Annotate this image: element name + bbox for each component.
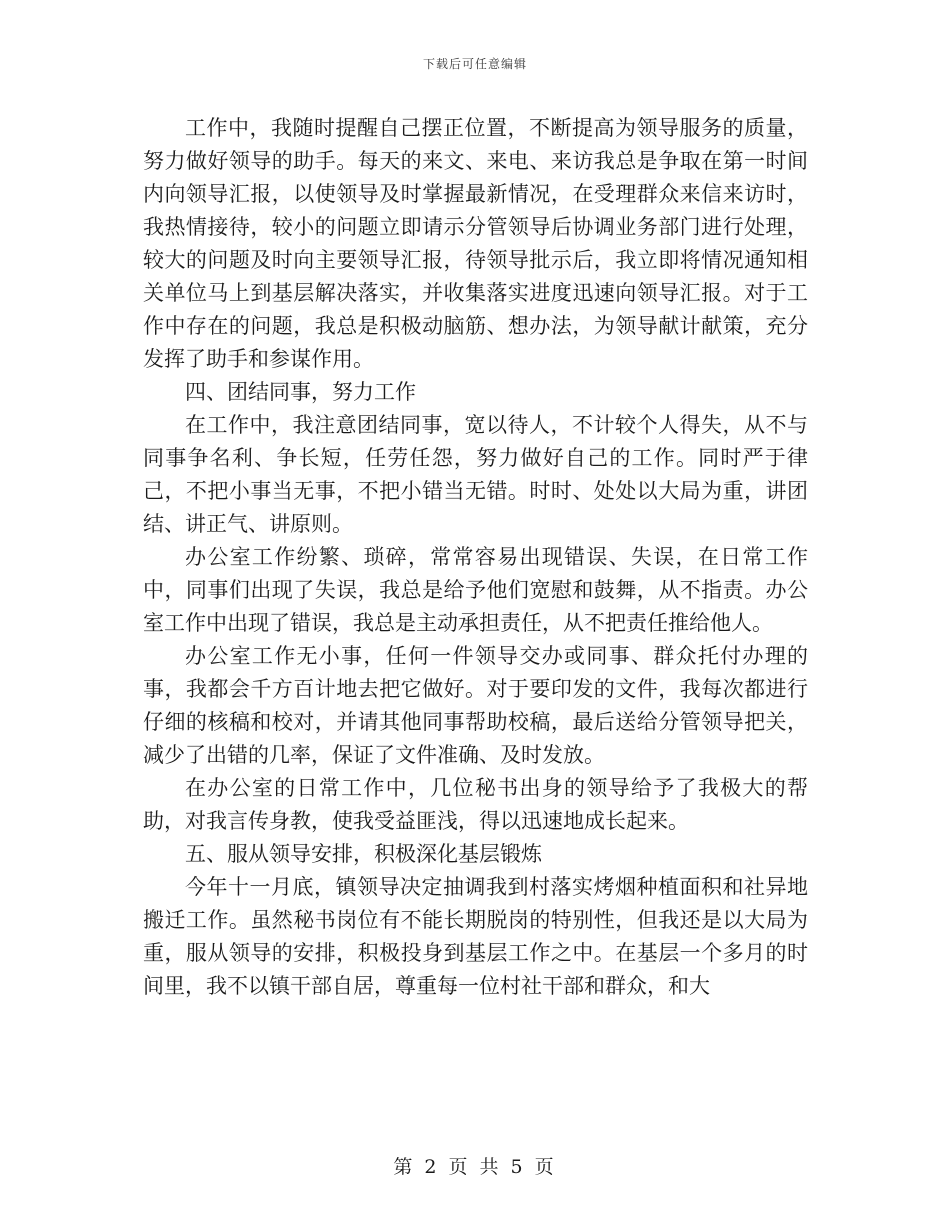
section-heading-5: 五、服从领导安排，积极深化基层锻炼 (185, 842, 542, 866)
document-body (143, 112, 808, 1003)
page-number-footer: 第 2 页 共 5 页 (393, 1156, 557, 1178)
paragraph-leader-help: 在办公室的日常工作中，几位秘书出身的领导给予了我极大的帮助，对我言传身教，使我受益匪浅，得以迅速地成长起来。 (143, 776, 808, 833)
paragraph-office-mistakes: 办公室工作纷繁、琐碎，常常容易出现错误、失误，在日常工作中，同事们出现了失误，我总是给予他们宽慰和鼓舞，从不指责。办公室工作中出现了错误，我总是主动承担责任，从不把责任推给他人。 (143, 545, 808, 635)
paragraph-grassroots: 今年十一月底，镇领导决定抽调我到村落实烤烟种植面积和社异地搬迁工作。虽然秘书岗位有不能长期脱岗的特别性，但我还是以大局为重，服从领导的安排，积极投身到基层工作之中。在基层一个多月的时间里，我不以镇干部自居，尊重每一位村社干部和群众，和大 (143, 875, 808, 998)
section-heading-4: 四、团结同事，努力工作 (185, 380, 416, 404)
paragraph-office-no-small-matters: 办公室工作无小事，任何一件领导交办或同事、群众托付办理的事，我都会千方百计地去把它做好。对于要印发的文件，我每次都进行仔细的核稿和校对，并请其他同事帮助校稿，最后送给分管领导把关，减少了出错的几率，保证了文件准确、及时发放。 (143, 644, 808, 767)
paragraph-assistant-role: 工作中，我随时提醒自己摆正位置，不断提高为领导服务的质量，努力做好领导的助手。每天的来文、来电、来访我总是争取在第一时间内向领导汇报，以使领导及时掌握最新情况，在受理群众来信来访时，我热情接待，较小的问题立即请示分管领导后协调业务部门进行处理，较大的问题及时向主要领导汇报，待领导批示后，我立即将情况通知相关单位马上到基层解决落实，并收集落实进度迅速向领导汇报。对于工作中存在的问题，我总是积极动脑筋、想办法，为领导献计献策，充分发挥了助手和参谋作用。 (143, 116, 808, 371)
header-note: 下载后可任意编辑 (422, 57, 527, 71)
paragraph-unity: 在工作中，我注意团结同事，宽以待人，不计较个人得失，从不与同事争名利、争长短，任劳任怨，努力做好自己的工作。同时严于律己，不把小事当无事，不把小错当无错。时时、处处以大局为重，讲团结、讲正气、讲原则。 (143, 413, 808, 536)
